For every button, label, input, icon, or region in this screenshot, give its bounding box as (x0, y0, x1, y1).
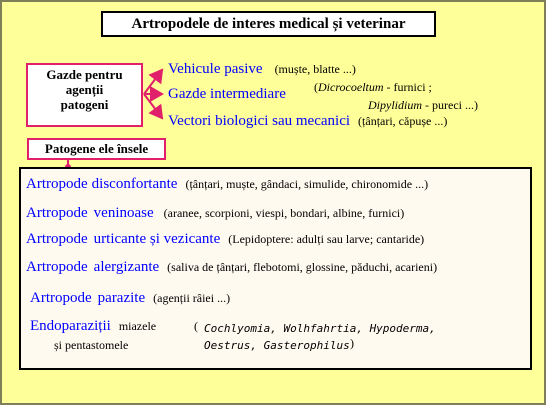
open-paren: ( (314, 80, 318, 94)
host-furnici: furnici ; (390, 80, 432, 94)
hosts-box-line-1: Gazde pentru (46, 67, 123, 82)
pathogen-item-urticante (26, 230, 424, 248)
open-paren: ( (194, 319, 198, 333)
pathogen-examples: (aranee, scorpioni, viespi, bondari, albine, furnici) (163, 206, 405, 220)
host-item-intermediate (168, 85, 286, 103)
arrow-to-passive-vehicles (144, 70, 162, 94)
host-item-label: Gazde intermediare (168, 86, 286, 102)
host-pureci: pureci ...) (429, 98, 478, 112)
host-item-label: Vectori biologici sau mecanici (168, 113, 351, 129)
pathogen-name: miazele (118, 319, 157, 333)
host-item-intermediate-examples-a (314, 78, 432, 96)
pathogen-name: parazite (97, 290, 146, 306)
pathogen-examples: (saliva de țânțari, flebotomi, glossine, păduchi, acarieni) (167, 260, 438, 274)
pathogen-item-veninoase (26, 204, 404, 222)
pathogen-examples: (țânțari, muște, gândaci, simulide, chironomide ...) (185, 177, 429, 191)
pathogen-item-alergizante (26, 258, 437, 276)
pathogen-prefix: Endoparaziții (30, 318, 111, 334)
pathogen-examples: (Lepidoptere: adulți sau larve; cantaride) (228, 232, 425, 246)
pathogen-prefix: Artropode (26, 205, 88, 221)
pathogen-name: urticante și vezicante (93, 231, 221, 247)
species-dicrocoeltum: Dicrocoeltum - (318, 80, 391, 94)
pathogen-prefix: Artropode (30, 290, 92, 306)
pathogen-prefix: Artropode (26, 231, 88, 247)
slide-title: Artropodele de interes medical și veterinar (101, 11, 436, 37)
species-list-line2: Oestrus, Gasterophilus (204, 339, 350, 352)
close-paren: ) (350, 336, 354, 350)
pathogen-name: veninoase (93, 205, 154, 221)
pathogen-item-disconfortante (26, 175, 428, 193)
pathogen-examples: (agenții râiei ...) (153, 291, 231, 305)
hosts-box-line-2: agenții (65, 82, 104, 97)
hosts-box-line-3: patogeni (60, 97, 109, 112)
pathogen-prefix: Artropode (26, 176, 88, 192)
pathogen-prefix: Artropode (26, 259, 88, 275)
pathogen-name: disconfortante (91, 176, 178, 192)
arrow-to-vectors (144, 94, 162, 118)
host-item-vectors (168, 112, 447, 130)
pathogen-item-endoparaziti-line2: și pentastomele (54, 338, 129, 352)
pathogen-name: alergizante (93, 259, 160, 275)
pathogen-item-parazite (30, 289, 230, 307)
pathogen-item-endoparaziti (30, 317, 156, 335)
species-list-line1: Cochlyomia, Wolhfahrtia, Hypoderma, (204, 322, 436, 335)
host-item-label: Vehicule pasive (168, 61, 263, 77)
host-item-passive (168, 60, 356, 78)
host-item-examples: (țânțari, căpușe ...) (358, 114, 448, 128)
species-dipylidium: Dipylidium - (368, 98, 429, 112)
host-item-examples: (muște, blatte ...) (274, 62, 356, 76)
pathogens-box: Patogene ele însele (27, 138, 166, 160)
